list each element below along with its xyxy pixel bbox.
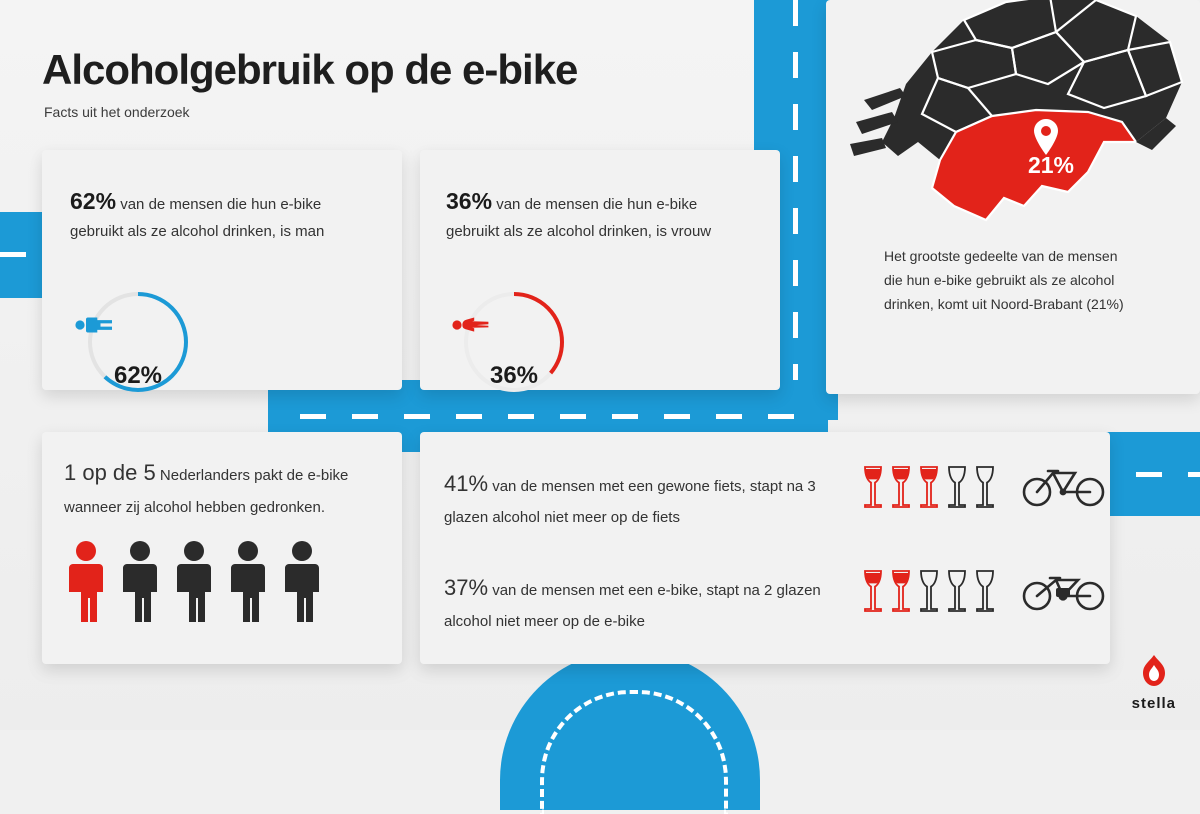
page-title: Alcoholgebruik op de e-bike — [42, 46, 578, 93]
wine-glass-filled-icon — [862, 569, 884, 615]
wine-glass-filled-icon — [890, 569, 912, 615]
male-figure-icon — [84, 306, 192, 344]
wine-glass-filled-icon — [862, 465, 884, 511]
bicycle-icon — [1020, 462, 1108, 513]
ebike-text-block — [444, 568, 844, 635]
wine-glass-empty-icon — [946, 465, 968, 511]
wine-glass-empty-icon — [974, 465, 996, 511]
person-icon — [228, 540, 268, 622]
ebike-percentage: 37% — [444, 575, 489, 600]
normal-bike-text: van de mensen met een gewone fiets, stapt na 3 glazen alcohol niet meer op de fiets — [444, 478, 816, 526]
wine-glass-empty-icon — [918, 569, 940, 615]
female-percentage: 36% — [446, 188, 493, 214]
map-caption: Het grootste gedeelte van de mensen die hun e-bike gebruikt als ze alcohol drinken, komt uit Noord-Brabant (21%) — [884, 248, 1124, 313]
person-icon — [120, 540, 160, 622]
wine-glass-filled-icon — [918, 465, 940, 511]
one-in-five-lead: 1 op de 5 — [64, 460, 156, 485]
male-donut-chart — [84, 288, 192, 396]
wine-glass-empty-icon — [946, 569, 968, 615]
card-male-stat — [42, 150, 402, 390]
glasses-row-ebike — [862, 566, 1108, 617]
header — [42, 46, 577, 120]
people-pictogram-group — [66, 540, 322, 622]
logo[interactable] — [1132, 654, 1176, 712]
female-stat-text: van de mensen die hun e-bike gebruikt als ze alcohol drinken, is vrouw — [446, 196, 712, 240]
person-icon-highlighted — [66, 540, 106, 622]
female-figure-icon — [460, 306, 568, 344]
wine-glass-empty-icon — [974, 569, 996, 615]
person-icon — [174, 540, 214, 622]
person-icon — [282, 540, 322, 622]
glasses-row-normal-bike — [862, 462, 1108, 513]
page-subtitle: Facts uit het onderzoek — [44, 104, 190, 120]
ebike-text: van de mensen met een e-bike, stapt na 2 glazen alcohol niet meer op de e-bike — [444, 582, 821, 630]
one-in-five-text: Nederlanders pakt de e-bike wanneer zij alcohol hebben gedronken. — [64, 467, 349, 516]
male-percentage: 62% — [70, 188, 117, 214]
e-bike-icon — [1020, 566, 1108, 617]
road-dash-middle — [300, 414, 800, 419]
road-dash-vertical — [793, 0, 798, 420]
male-stat-text: van de mensen die hun e-bike gebruikt als ze alcohol drinken, is man — [70, 196, 325, 240]
map-percentage: 21% — [1027, 152, 1075, 178]
female-donut-chart — [460, 288, 568, 396]
netherlands-map-svg — [836, 0, 1196, 242]
wine-glass-filled-icon — [890, 465, 912, 511]
female-donut-label: 36% — [489, 362, 539, 389]
logo-name: stella — [1131, 695, 1176, 712]
normal-bike-percentage: 41% — [444, 471, 489, 496]
normal-bike-text-block — [444, 464, 834, 531]
one-in-five-text-block — [64, 452, 384, 522]
netherlands-map — [836, 0, 1196, 242]
card-female-stat — [420, 150, 780, 390]
male-donut-label: 62% — [113, 362, 163, 389]
flame-icon — [1139, 654, 1169, 688]
